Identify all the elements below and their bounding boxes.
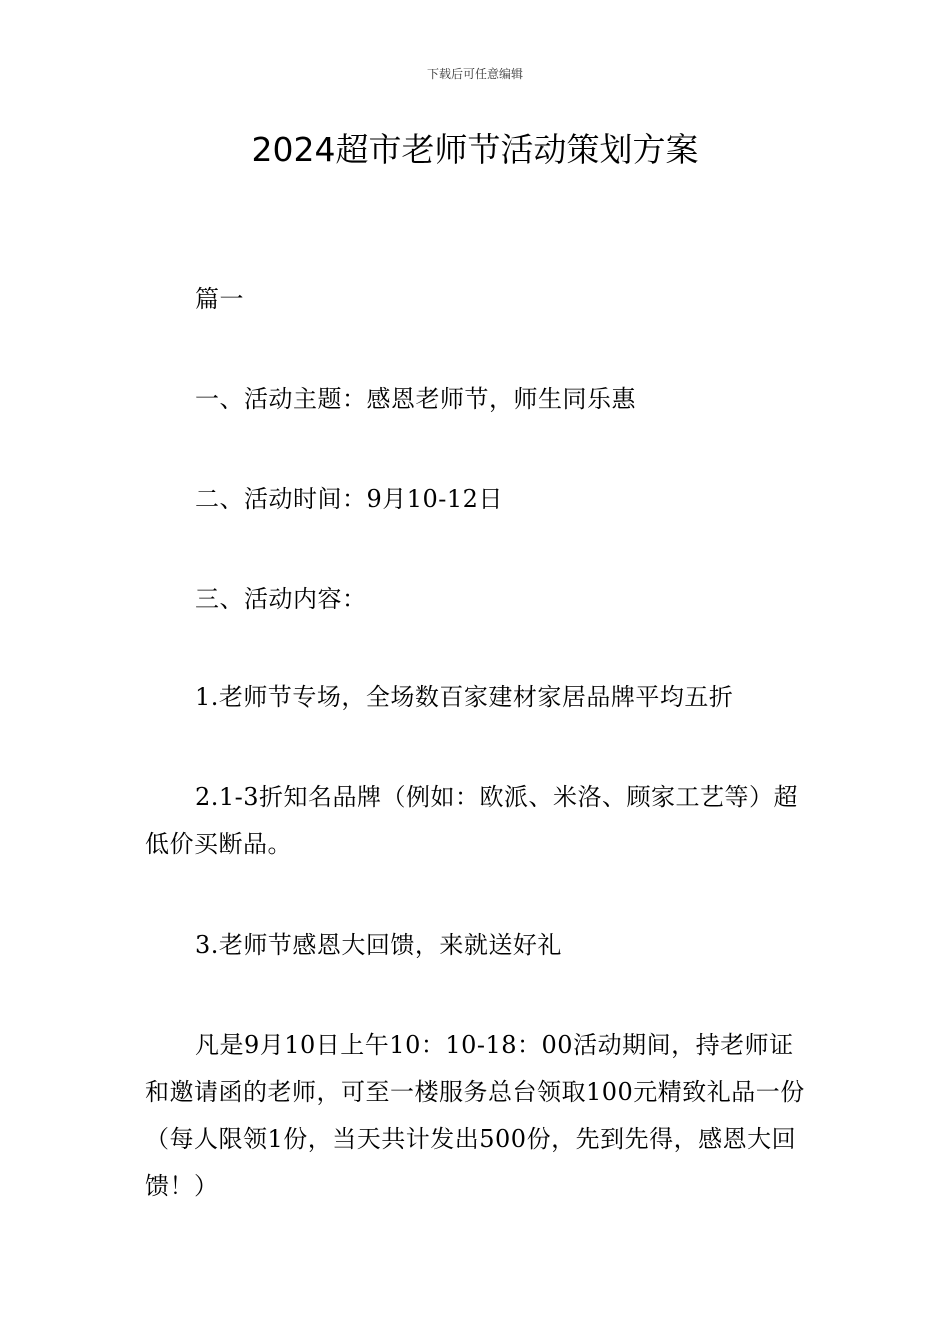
document-title: 2024超市老师节活动策划方案 bbox=[251, 130, 699, 169]
content-item-1: 1.老师节专场，全场数百家建材家居品牌平均五折 bbox=[195, 683, 734, 711]
content-item-2: 2.1-3折知名品牌（例如：欧派、米洛、顾家工艺等）超低价买断品。 bbox=[145, 783, 799, 858]
activity-theme: 一、活动主题：感恩老师节，师生同乐惠 bbox=[195, 385, 636, 413]
activity-content-heading: 三、活动内容： bbox=[195, 585, 367, 613]
activity-time: 二、活动时间：9月10-12日 bbox=[195, 485, 503, 513]
section-label: 篇一 bbox=[195, 285, 244, 313]
gift-details-paragraph: 凡是9月10日上午10：10-18：00活动期间，持老师证和邀请函的老师，可至一楼服务总台领取100元精致礼品一份（每人限领1份，当天共计发出500份，先到先得，感恩大回馈！） bbox=[145, 1031, 805, 1200]
header-note: 下载后可任意编辑 bbox=[426, 67, 523, 81]
content-item-3: 3.老师节感恩大回馈，来就送好礼 bbox=[195, 931, 562, 959]
